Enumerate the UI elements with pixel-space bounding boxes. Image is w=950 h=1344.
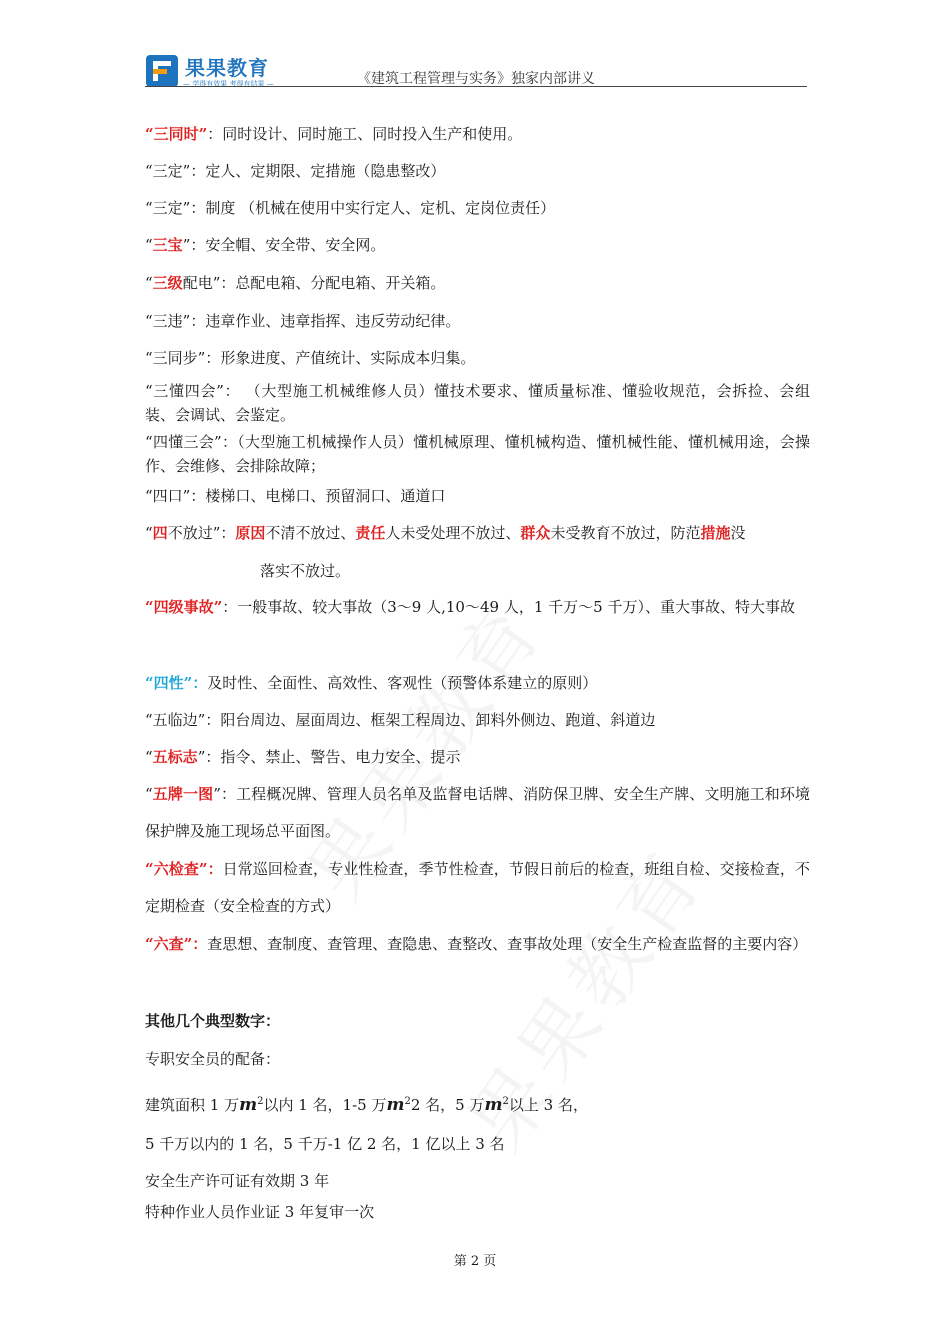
item-sanji-peidian	[145, 273, 810, 293]
item-sandong-sihui: “三懂四会”： （大型施工机械维修人员）懂技术要求、懂质量标准、懂验收规范，会拆捡、会组装、会调试、会鉴定。	[145, 382, 810, 424]
term: 四	[152, 524, 168, 542]
text: 不清不放过、	[265, 524, 356, 542]
unit: m	[484, 1095, 503, 1115]
item-sibufangguo	[145, 523, 810, 543]
keyword: 责任	[355, 524, 386, 542]
exponent: 2	[502, 1096, 509, 1107]
term: “四性”：	[145, 674, 208, 692]
cost-rule: 5 千万以内的 1 名，5 千万-1 亿 2 名，1 亿以上 3 名	[145, 1135, 505, 1153]
staffing-label: 专职安全员的配备：	[145, 1050, 281, 1068]
brand-logo	[145, 52, 285, 90]
definition: ”：工程概况牌、管理人员名单及监督电话牌、消防保卫牌、安全生产牌、文明施工和环境保护牌及施工现场总平面图。	[145, 785, 810, 840]
quote: “	[145, 785, 153, 803]
term: 三级	[152, 274, 183, 292]
exponent: 2	[257, 1096, 264, 1107]
item-liu-jiancha	[145, 851, 810, 925]
item-sixing	[145, 673, 810, 693]
text: 以内 1 名，1-5 万	[263, 1096, 387, 1114]
text: 以上 3 名，	[508, 1096, 588, 1114]
definition: 及时性、全面性、高效性、客观性（预警体系建立的原则）	[207, 674, 598, 692]
item-santongbu: “三同步”：形象进度、产值统计、实际成本归集。	[145, 349, 476, 367]
keyword: 措施	[700, 524, 731, 542]
definition: ：安全帽、安全带、安全网。	[190, 236, 386, 254]
term: “六检查”：	[145, 860, 223, 878]
item-sikou: “四口”：楼梯口、电梯口、预留洞口、通道口	[145, 487, 446, 505]
term: 五标志	[152, 748, 198, 766]
quote: “	[145, 524, 153, 542]
text: 没	[730, 524, 746, 542]
item-wupai-yitu	[145, 776, 810, 850]
special-cert-review: 特种作业人员作业证 3 年复审一次	[145, 1203, 375, 1221]
definition: ：一般事故、较大事故（3～9 人,10～49 人，1 千万～5 千万）、重大事故、特大事故	[222, 598, 795, 616]
quote: “	[145, 236, 153, 254]
item-sanding-1: “三定”：定人、定期限、定措施（隐患整改）	[145, 162, 446, 180]
document-title: 《建筑工程管理与实务》独家内部讲义	[357, 71, 595, 87]
unit: m	[239, 1095, 258, 1115]
page-number: 第 2 页	[453, 1254, 497, 1269]
header-divider	[145, 86, 807, 87]
term: “三同时”	[145, 125, 208, 143]
area-rule	[145, 1092, 810, 1115]
item-sibufangguo-continued: 落实不放过。	[260, 562, 351, 580]
unit: m	[386, 1095, 405, 1115]
quote: ”	[182, 236, 191, 254]
text: 2 名，5 万	[410, 1096, 485, 1114]
item-sanwei: “三违”：违章作业、违章指挥、违反劳动纪律。	[145, 312, 461, 330]
keyword: 群众	[520, 524, 551, 542]
definition: 同时设计、同时施工、同时投入生产和使用。	[222, 125, 523, 143]
definition: 配电”：总配电箱、分配电箱、开关箱。	[182, 274, 446, 292]
item-sanbao	[145, 235, 810, 255]
exponent: 2	[404, 1096, 411, 1107]
item-wubiaozhi	[145, 747, 810, 767]
keyword: 原因	[235, 524, 266, 542]
quote: “	[145, 748, 153, 766]
term: 五牌一图	[152, 785, 214, 803]
term: “四级事故”	[145, 598, 223, 616]
logo-slogan: — 学得有效果 考得有结果 —	[183, 80, 274, 88]
text: 未受教育不放过，防范	[550, 524, 701, 542]
item-siji-shigu	[145, 589, 810, 626]
term: “六查”：	[145, 935, 208, 953]
text: 人未受处理不放过、	[385, 524, 521, 542]
item-sanding-2: “三定”：制度 （机械在使用中实行定人、定机、定岗位责任）	[145, 199, 556, 217]
page-header	[145, 52, 807, 90]
logo-name: 果果教育	[185, 56, 269, 80]
definition: 查思想、查制度、查管理、查隐患、查整改、查事故处理（安全生产检查监督的主要内容）	[207, 935, 808, 953]
term: 三宝	[152, 236, 183, 254]
quote: “	[145, 274, 153, 292]
item-wulinbian: “五临边”：阳台周边、屋面周边、框架工程周边、卸料外侧边、跑道、斜道边	[145, 711, 656, 729]
item-liucha	[145, 926, 810, 963]
definition: ”：指令、禁止、警告、电力安全、提示	[197, 748, 461, 766]
section-heading: 其他几个典型数字：	[145, 1012, 281, 1030]
item-santongshi	[145, 124, 810, 144]
item-sidong-sanhui: “四懂三会”：（大型施工机械操作人员）懂机械原理、懂机械构造、懂机械性能、懂机械用途，会操作、会维修、会排除故障；	[145, 433, 810, 475]
license-validity: 安全生产许可证有效期 3 年	[145, 1172, 330, 1190]
text: 建筑面积 1 万	[145, 1096, 240, 1114]
text: 不放过”：	[167, 524, 236, 542]
logo-mark-icon	[145, 54, 179, 88]
definition: 日常巡回检查，专业性检查，季节性检查，节假日前后的检查，班组自检、交接检查，不定期检查（安全检查的方式）	[145, 860, 810, 915]
separator: ：	[207, 125, 223, 143]
